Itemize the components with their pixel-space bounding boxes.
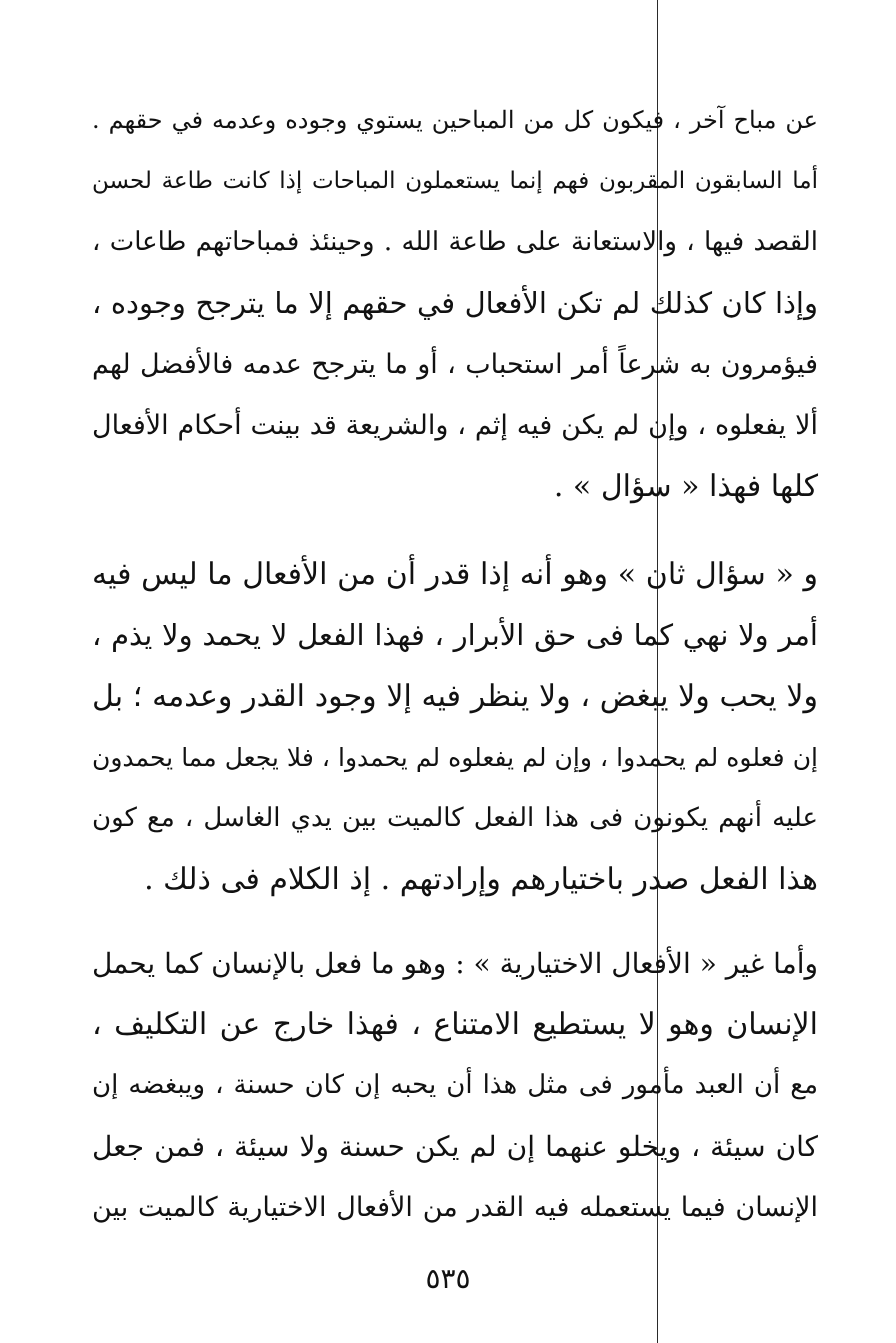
text-line: أما السابقون المقربون فهم إنما يستعملون المباحات إذا كانت طاعة لحسن [92, 168, 818, 194]
text-line: ولا يحب ولا يبغض ، ولا ينظر فيه إلا وجود القدر وعدمه ؛ بل [92, 679, 818, 714]
paragraph-1 [92, 90, 818, 517]
text-line: كلها فهذا « سؤال » . [553, 469, 818, 504]
text-line: وأما غير « الأفعال الاختيارية » : وهو ما فعل بالإنسان كما يحمل [91, 947, 818, 980]
text-line: وإذا كان كذلك لم تكن الأفعال في حقهم إلا ما يترجح وجوده ، [92, 286, 818, 320]
text-line: الإنسان فيما يستعمله فيه القدر من الأفعال الاختيارية كالميت بين [92, 1192, 818, 1223]
text-line: و « سؤال ثان » وهو أنه إذا قدر أن من الأفعال ما ليس فيه [92, 557, 818, 592]
text-line: ألا يفعلوه ، وإن لم يكن فيه إثم ، والشريعة قد بينت أحكام الأفعال [92, 410, 818, 441]
paragraph-3 [92, 933, 818, 1238]
text-line: القصد فيها ، والاستعانة على طاعة الله . وحينئذ فمباحاتهم طاعات ، [92, 227, 818, 257]
text-line: فيؤمرون به شرعاً أمر استحباب ، أو ما يترجح عدمه فالأفضل لهم [92, 349, 818, 380]
text-line: عن مباح آخر ، فيكون كل من المباحين يستوي وجوده وعدمه في حقهم . [92, 106, 818, 134]
text-line: كان سيئة ، ويخلو عنهما إن لم يكن حسنة ولا سيئة ، فمن جعل [92, 1130, 818, 1163]
text-line: هذا الفعل صدر باختيارهم وإرادتهم . إذ الكلام فى ذلك . [144, 862, 818, 897]
paragraph-2 [92, 544, 818, 910]
text-line: إن فعلوه لم يحمدوا ، وإن لم يفعلوه لم يحمدوا ، فلا يجعل مما يحمدون [92, 743, 818, 772]
text-line: أمر ولا نهي كما فى حق الأبرار ، فهذا الفعل لا يحمد ولا يذم ، [92, 618, 818, 652]
text-line: مع أن العبد مأمور فى مثل هذا أن يحبه إن كان حسنة ، ويبغضه إن [92, 1070, 818, 1100]
text-line: الإنسان وهو لا يستطيع الامتناع ، فهذا خارج عن التكليف ، [92, 1007, 818, 1042]
page-number: ٥٣٥ [425, 1262, 471, 1295]
text-line: عليه أنهم يكونون فى هذا الفعل كالميت بين يدي الغاسل ، مع كون [92, 803, 818, 833]
